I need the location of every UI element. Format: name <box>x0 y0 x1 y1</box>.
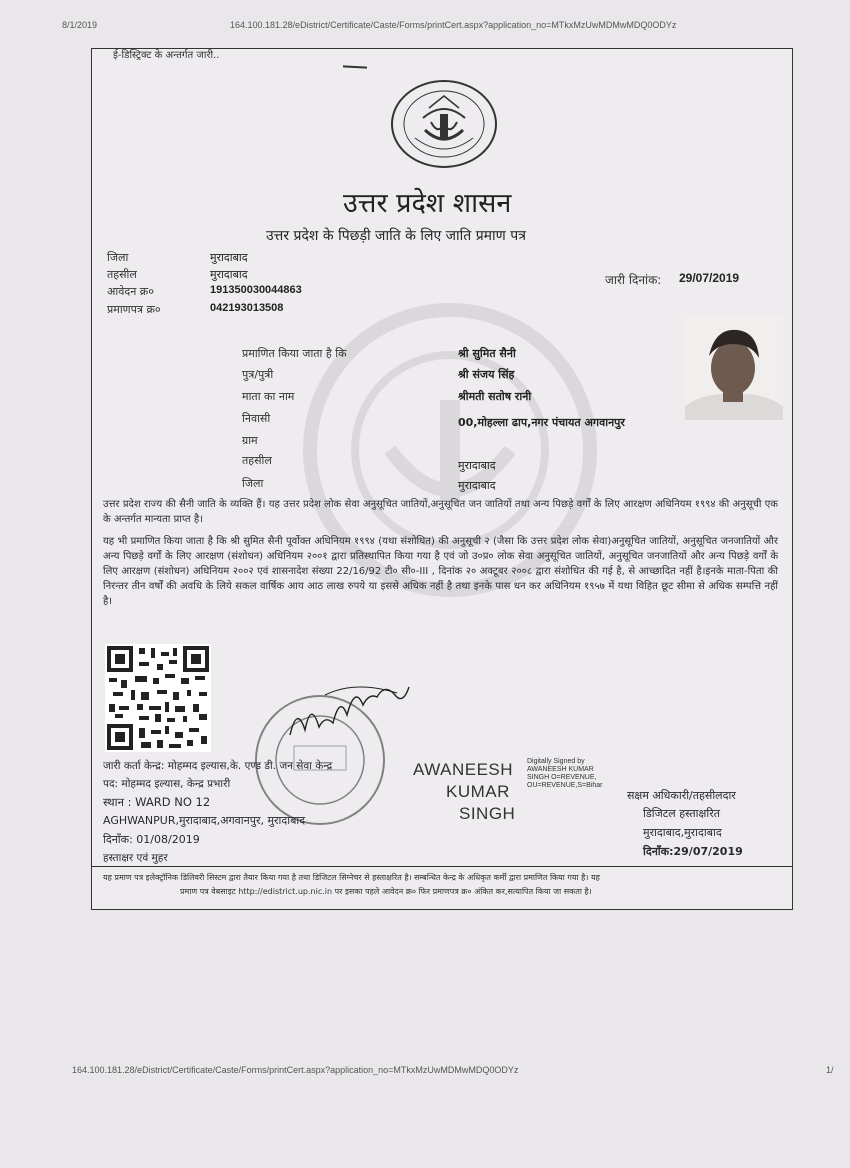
authority-title: सक्षम अधिकारी/तहसीलदार <box>627 789 736 802</box>
caste-statement: उत्तर प्रदेश राज्य की सैनी जाति के व्यक्ति हैं। यह उत्तर प्रदेश लोक सेवा अनुसूचित जातियों,अनुसूचित जन जातियों तथा अन्य पिछड़े वर्गों के लिए आरक्षण अधिनियम १९९४ की अनुसूची एक के अन्तर्गत मान्यता प्राप्त है। <box>103 499 778 525</box>
person-tehsil-label: तहसील <box>242 454 272 467</box>
center-post: पद: मोहम्मद इल्यास, केन्द्र प्रभारी <box>103 778 231 790</box>
center-date: दिनाँक: 01/08/2019 <box>103 833 200 846</box>
person-tehsil-value: मुरादाबाद <box>458 459 496 472</box>
parent-label: पुत्र/पुत्री <box>242 368 274 381</box>
name-value: श्री सुमित सैनी <box>458 347 516 360</box>
certificate-no-label: प्रमाणपत्र क्र० <box>107 303 161 316</box>
creamy-layer-statement: यह भी प्रमाणित किया जाता है कि श्री सुमित सैनी पूर्वोक्त अधिनियम १९९४ (यथा संशोधित) की अनुसूची २ (जैसा कि उत्तर प्रदेश लोक सेवा)अनुसूचित जातियों, अनुसूचित जनजातियों और अन्य पिछड़े वर्गों के लिए आरक्षण (संशोधन) अधिनियम २००१ द्वारा प्रतिस्थापित किया गया है एवं जो उ०प्र० लोक सेवा अनुसूचित जातियों, अनुसूचित जनजातियों और अन्य पिछड़े वर्गों के लिए आरक्षण (संशोधन) अधिनियम २००२ एवं शासनादेश संख्या 22/16/92 टी० सी०-III , दिनांक २० अक्टूबर २००८ द्वारा संशोधित की गई है, से आच्छादित नहीं है।इनके माता-पिता की निरन्तर तीन वर्षों की अवधि के लिये सकल वार्षिक आय आठ लाख रुपये या इससे अधिक नहीं है तथा इनके पास धन कर अधिनियम १९५७ में यथा विहित छूट सीमा से अधिक सम्पत्ति नहीं है। <box>103 536 778 607</box>
issue-date-label: जारी दिनांक: <box>605 273 662 287</box>
digital-signed-label: डिजिटल हस्ताक्षरित <box>643 807 720 820</box>
certificate-title: उत्तर प्रदेश शासन <box>343 188 512 219</box>
issued-via: ई-डिस्ट्रिक्ट के अन्तर्गत जारी.. <box>113 50 220 61</box>
footer-line1: यह प्रमाण पत्र इलेक्ट्रॉनिक डिलिवरी सिस्टम द्वारा तैयार किया गया है तथा डिजिटल सिग्नेचर से हस्ताक्षरित है। सम्बन्धित केन्द्र के अधिकृत कर्मी द्वारा प्रमाणित किया गया है। यह <box>103 873 600 882</box>
authority-date: दिनाँक:29/07/2019 <box>643 845 743 858</box>
certificate-subtitle: उत्तर प्रदेश के पिछड़ी जाति के लिए जाति प्रमाण पत्र <box>266 228 526 244</box>
footer-divider <box>91 866 793 867</box>
footer-line2: प्रमाण पत्र वेबसाइट http://edistrict.up.nic.in पर इसका पहले आवेदन क्र० फिर प्रमाणपत्र क्र० अंकित कर,सत्यापित किया जा सकता है। <box>180 887 592 896</box>
issue-date-value: 29/07/2019 <box>679 271 740 285</box>
person-district-label: जिला <box>242 477 264 490</box>
certified-label: प्रमाणित किया जाता है कि <box>242 347 347 360</box>
digital-sign-note: Digitally Signed by AWANEESH KUMAR SINGH O=REVENUE, OU=REVENUE,S=Bihar <box>527 758 603 789</box>
signer-name-line1: AWANEESH <box>413 760 514 779</box>
district-value: मुरादाबाद <box>210 251 248 264</box>
father-value: श्री संजय सिंह <box>458 368 515 381</box>
issuing-center: जारी कर्ता केन्द्र: मोहम्मद इल्यास,के. एण्ड डी. जन सेवा केन्द्र <box>103 760 333 772</box>
signature-scribble <box>285 675 415 745</box>
application-no-label: आवेदन क्र० <box>107 285 154 298</box>
district-label: जिला <box>107 251 129 264</box>
center-place: स्थान : WARD NO 12 <box>103 795 211 809</box>
mother-label: माता का नाम <box>242 390 295 403</box>
print-url-top: 164.100.181.28/eDistrict/Certificate/Caste/Forms/printCert.aspx?application_no=MTkxMzUwMDMwMDQ0ODYz <box>230 20 677 30</box>
tehsil-label: तहसील <box>107 268 137 281</box>
print-date: 8/1/2019 <box>62 20 98 30</box>
resident-value: 00,मोहल्ला ढाप,नगर पंचायत अगवानपुर <box>458 416 625 429</box>
print-page-number: 1/ <box>826 1065 834 1075</box>
up-govt-emblem-icon <box>385 78 503 170</box>
sign-seal-label: हस्ताक्षर एवं मुहर <box>103 852 168 864</box>
resident-label: निवासी <box>242 412 271 425</box>
mother-value: श्रीमती सतोष रानी <box>458 390 532 403</box>
print-url-bottom: 164.100.181.28/eDistrict/Certificate/Caste/Forms/printCert.aspx?application_no=MTkxMzUwMDMwMDQ0ODYz <box>72 1065 519 1075</box>
tehsil-value: मुरादाबाद <box>210 268 248 281</box>
signer-name-line3: SINGH <box>459 804 516 823</box>
village-label: ग्राम <box>242 434 258 447</box>
signer-name-line2: KUMAR <box>446 782 510 801</box>
person-photo <box>685 316 783 420</box>
authority-place: मुरादाबाद,मुरादाबाद <box>643 826 722 839</box>
center-address: AGHWANPUR,मुरादाबाद,अगवानपुर, मुरादाबाद <box>103 814 306 827</box>
person-district-value: मुरादाबाद <box>458 479 496 492</box>
qr-code-icon <box>105 644 211 752</box>
certificate-no-value: 042193013508 <box>210 302 284 314</box>
application-no-value: 191350030044863 <box>210 284 302 296</box>
